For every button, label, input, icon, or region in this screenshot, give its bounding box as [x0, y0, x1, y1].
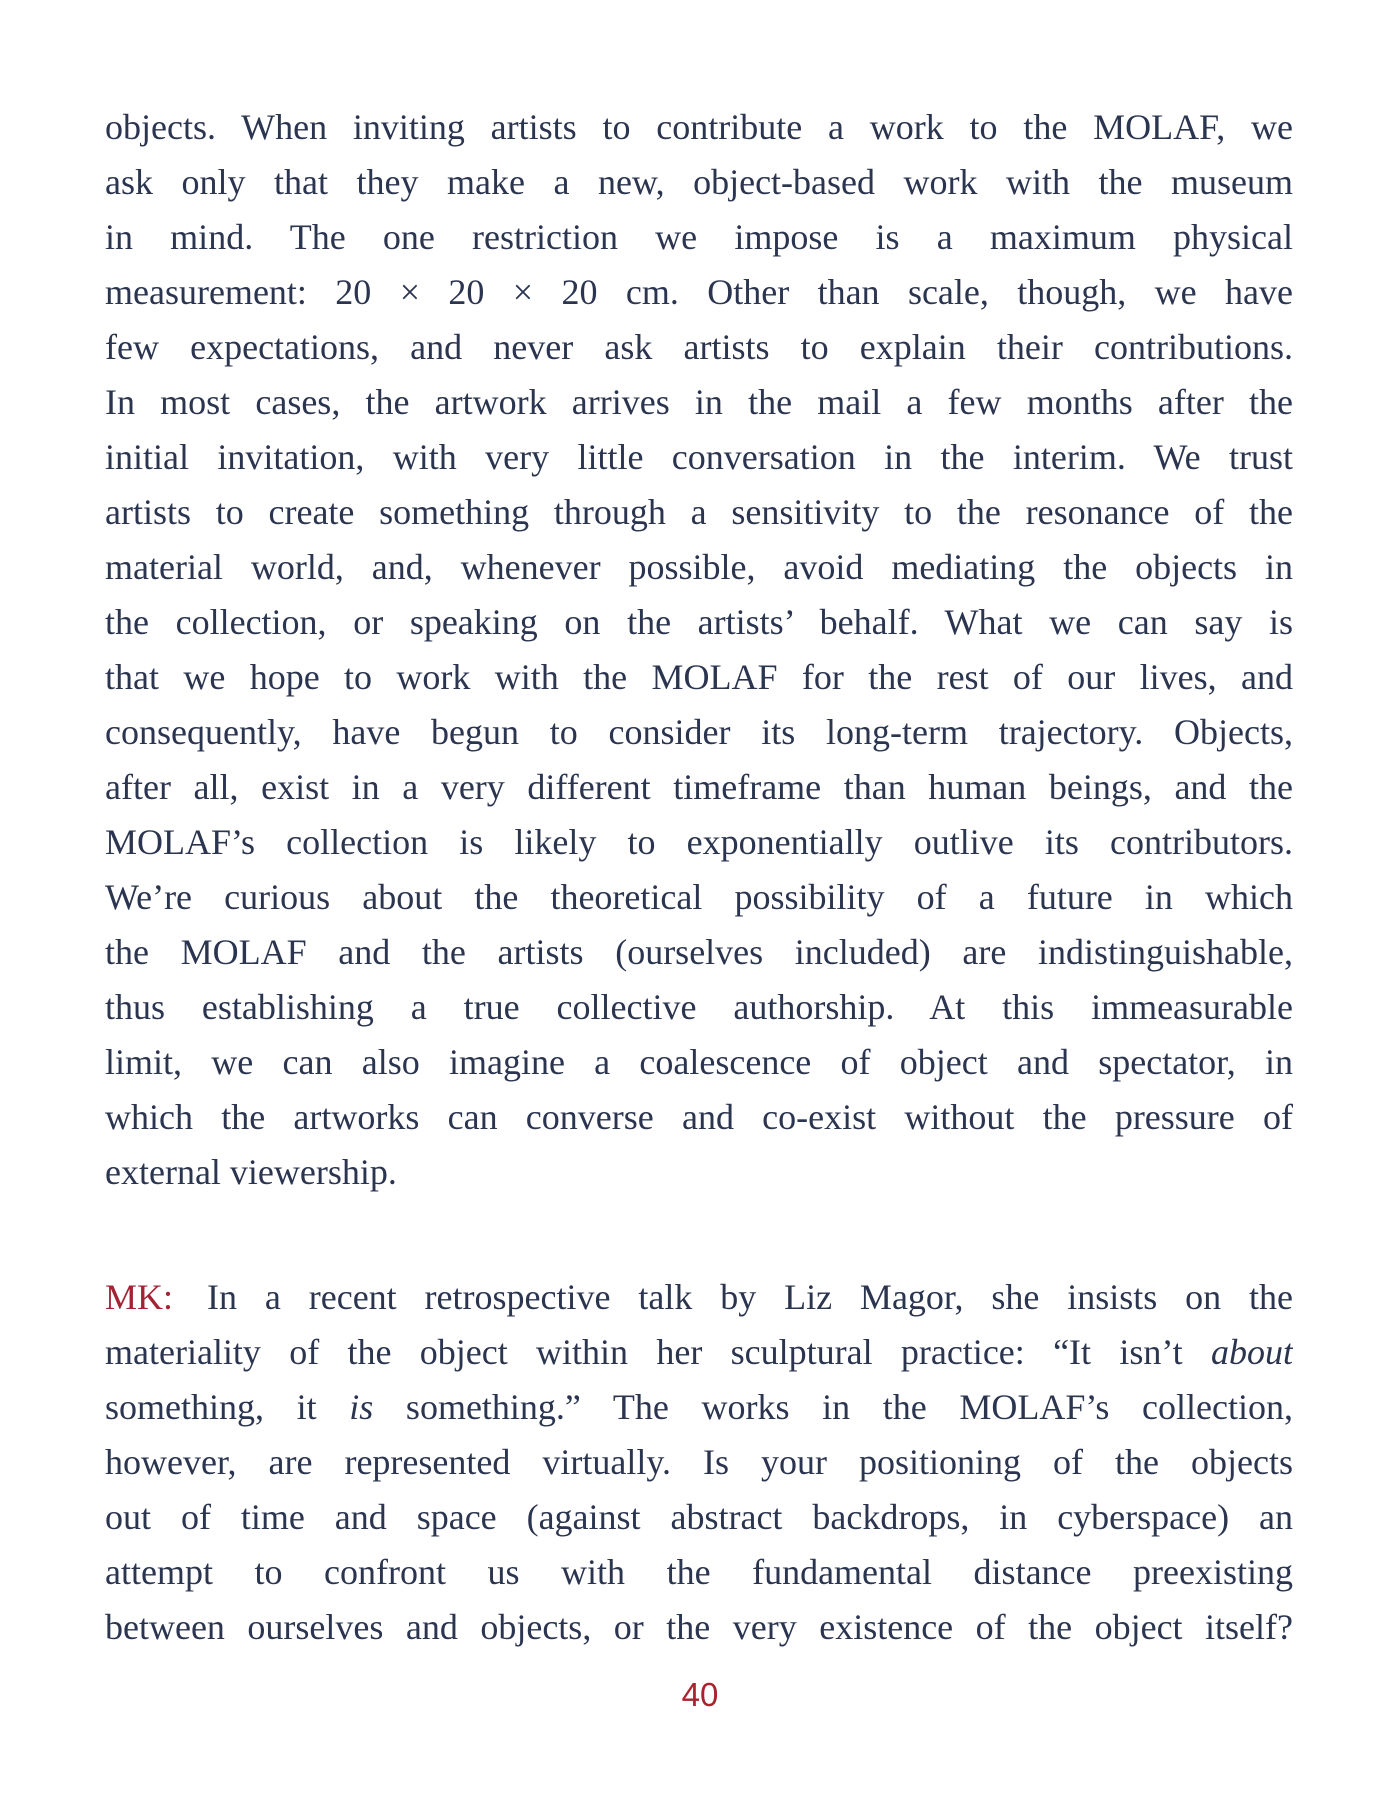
text-run: In a recent retrospective talk by Liz Magor, she insists on the — [207, 1277, 1293, 1317]
text-line: which the artworks can converse and co-exist without the pressure of — [105, 1097, 1293, 1137]
text-line: external viewership. — [105, 1152, 397, 1192]
text-line: few expectations, and never ask artists to explain their contributions. — [105, 327, 1293, 367]
text-line: We’re curious about the theoretical possibility of a future in which — [105, 877, 1293, 917]
speaker-label-mk: MK: — [105, 1277, 174, 1317]
document-page-text-block — [105, 100, 1293, 1655]
italic-text-run: about — [1210, 1332, 1293, 1372]
text-line: attempt to confront us with the fundamental distance preexisting — [105, 1552, 1293, 1592]
paragraph-mk-question — [105, 1270, 1293, 1655]
text-line: between ourselves and objects, or the very existence of the object itself? — [105, 1607, 1293, 1647]
text-line: out of time and space (against abstract backdrops, in cyberspace) an — [105, 1497, 1293, 1537]
text-line: the collection, or speaking on the artists’ behalf. What we can say is — [105, 602, 1293, 642]
text-line: objects. When inviting artists to contribute a work to the MOLAF, we — [105, 107, 1293, 147]
text-line: the MOLAF and the artists (ourselves included) are indistinguishable, — [105, 932, 1293, 972]
text-line: in mind. The one restriction we impose is a maximum physical — [105, 217, 1293, 257]
text-line — [105, 1380, 1293, 1435]
text-line — [105, 1325, 1293, 1380]
text-line: however, are represented virtually. Is your positioning of the objects — [105, 1442, 1293, 1482]
page-number: 40 — [681, 1676, 719, 1713]
text-line: measurement: 20 × 20 × 20 cm. Other than scale, though, we have — [105, 272, 1293, 312]
text-run: something, it — [105, 1387, 350, 1427]
italic-text-run: is — [349, 1387, 374, 1427]
text-line: limit, we can also imagine a coalescence of object and spectator, in — [105, 1042, 1293, 1082]
text-line: thus establishing a true collective authorship. At this immeasurable — [105, 987, 1293, 1027]
text-line: consequently, have begun to consider its long-term trajectory. Objects, — [105, 712, 1293, 752]
paragraph-body — [105, 100, 1293, 1200]
text-line: after all, exist in a very different timeframe than human beings, and the — [105, 767, 1293, 807]
text-run: something.” The works in the MOLAF’s collection, — [373, 1387, 1293, 1427]
text-line: initial invitation, with very little conversation in the interim. We trust — [105, 437, 1293, 477]
text-line: material world, and, whenever possible, avoid mediating the objects in — [105, 547, 1293, 587]
text-line: artists to create something through a sensitivity to the resonance of the — [105, 492, 1293, 532]
text-run: materiality of the object within her sculptural practice: “It isn’t — [105, 1332, 1211, 1372]
text-line: In most cases, the artwork arrives in the mail a few months after the — [105, 382, 1293, 422]
text-line: that we hope to work with the MOLAF for the rest of our lives, and — [105, 657, 1293, 697]
text-line: ask only that they make a new, object-based work with the museum — [105, 162, 1293, 202]
text-line — [105, 1270, 1293, 1325]
text-line: MOLAF’s collection is likely to exponentially outlive its contributors. — [105, 822, 1293, 862]
